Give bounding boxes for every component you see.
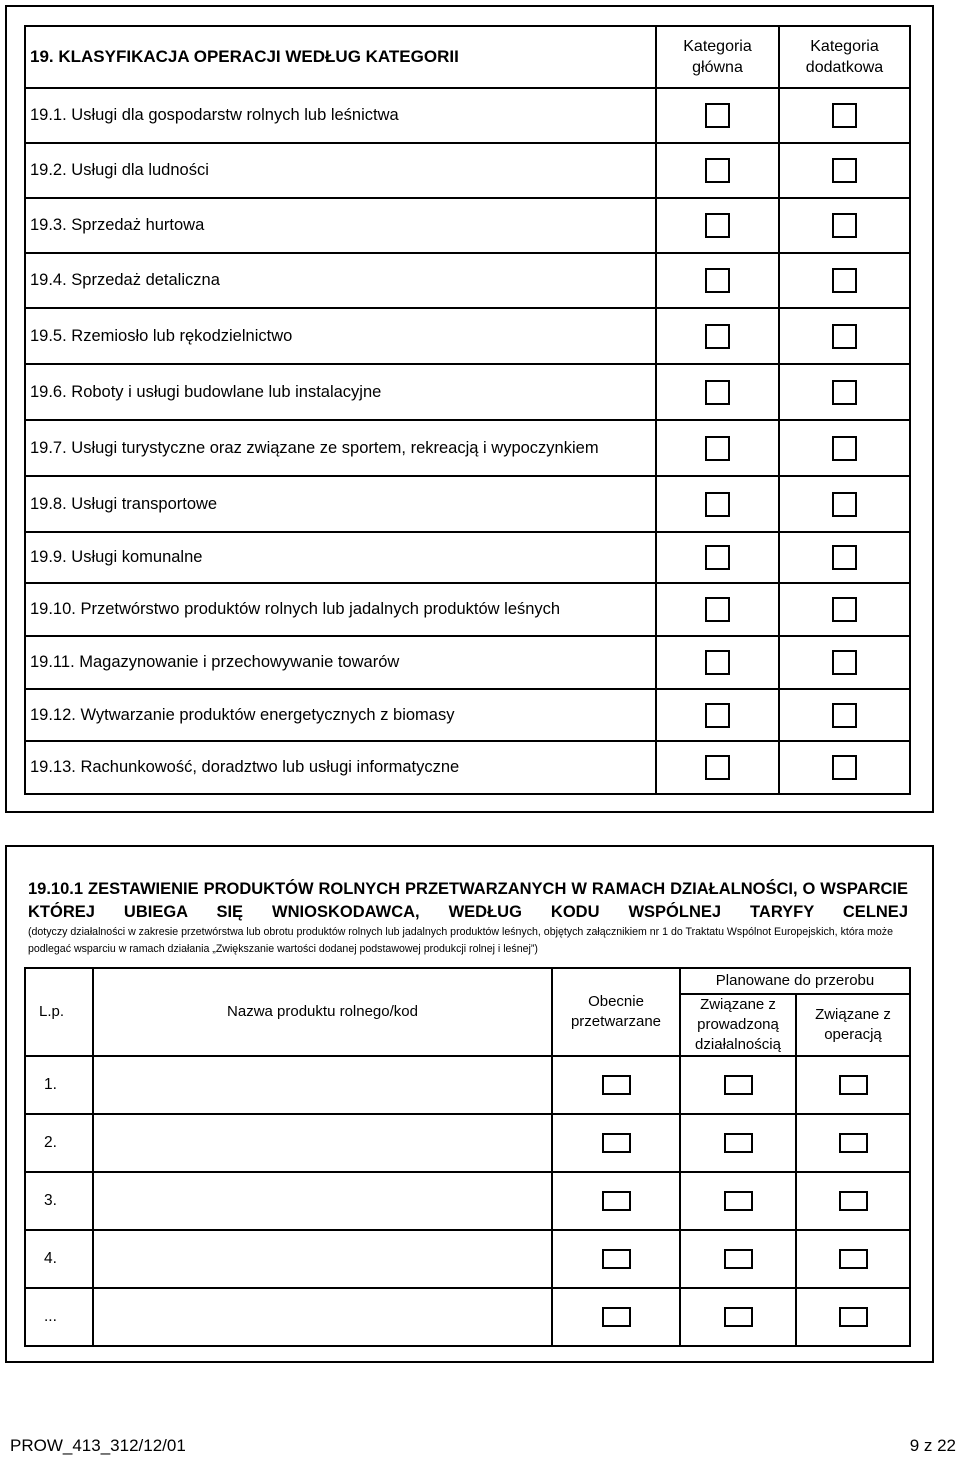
main-category-checkbox[interactable] — [705, 703, 730, 728]
main-category-checkbox-cell — [656, 689, 779, 741]
main-category-checkbox[interactable] — [705, 545, 730, 570]
product-name-cell[interactable] — [93, 1172, 552, 1230]
extra-category-checkbox[interactable] — [832, 324, 857, 349]
extra-category-checkbox[interactable] — [832, 380, 857, 405]
col-current-label: Obecnie przetwarzane — [570, 993, 662, 1030]
category-table — [24, 25, 911, 795]
category-row — [25, 689, 910, 741]
planned-business-checkbox-cell — [680, 1056, 796, 1114]
category-row — [25, 583, 910, 636]
main-category-checkbox-cell — [656, 420, 779, 476]
extra-category-checkbox-cell — [779, 532, 910, 583]
extra-category-checkbox-cell — [779, 308, 910, 364]
category-row — [25, 636, 910, 689]
extra-category-checkbox-cell — [779, 583, 910, 636]
planned-business-checkbox[interactable] — [724, 1191, 753, 1211]
planned-operation-checkbox-cell — [796, 1230, 910, 1288]
product-row — [25, 1288, 910, 1346]
planned-business-checkbox-cell — [680, 1114, 796, 1172]
col-planned: Planowane do przerobu — [680, 968, 910, 994]
current-checkbox[interactable] — [602, 1133, 631, 1153]
category-table-header — [25, 26, 910, 88]
main-category-checkbox[interactable] — [705, 158, 730, 183]
extra-category-checkbox-cell — [779, 420, 910, 476]
extra-category-checkbox-cell — [779, 143, 910, 198]
planned-business-checkbox-cell — [680, 1172, 796, 1230]
main-category-checkbox[interactable] — [705, 650, 730, 675]
main-category-checkbox[interactable] — [705, 380, 730, 405]
products-table — [24, 967, 911, 1347]
category-label: 19.9. Usługi komunalne — [25, 532, 656, 583]
product-row — [25, 1114, 910, 1172]
planned-business-checkbox-cell — [680, 1230, 796, 1288]
main-category-checkbox-cell — [656, 88, 779, 143]
extra-category-checkbox[interactable] — [832, 703, 857, 728]
category-label: 19.4. Sprzedaż detaliczna — [25, 253, 656, 308]
product-name-cell[interactable] — [93, 1288, 552, 1346]
extra-category-checkbox[interactable] — [832, 213, 857, 238]
main-category-checkbox-cell — [656, 636, 779, 689]
planned-business-checkbox[interactable] — [724, 1249, 753, 1269]
extra-category-checkbox[interactable] — [832, 650, 857, 675]
category-row — [25, 253, 910, 308]
page-number: 9 z 22 — [909, 1436, 956, 1455]
extra-category-checkbox-cell — [779, 689, 910, 741]
category-label: 19.10. Przetwórstwo produktów rolnych lub jadalnych produktów leśnych — [25, 583, 656, 636]
main-category-checkbox-cell — [656, 741, 779, 794]
main-category-checkbox[interactable] — [705, 492, 730, 517]
col-extra-category: Kategoria dodatkowa — [779, 26, 910, 88]
product-name-cell[interactable] — [93, 1056, 552, 1114]
category-row — [25, 143, 910, 198]
row-number: 1. — [25, 1056, 93, 1114]
main-category-checkbox-cell — [656, 532, 779, 583]
category-label: 19.7. Usługi turystyczne oraz związane ze sportem, rekreacją i wypoczynkiem — [25, 420, 656, 476]
planned-operation-checkbox[interactable] — [839, 1075, 868, 1095]
main-category-checkbox[interactable] — [705, 213, 730, 238]
main-category-checkbox-cell — [656, 476, 779, 532]
row-number: 3. — [25, 1172, 93, 1230]
category-label: 19.12. Wytwarzanie produktów energetycznych z biomasy — [25, 689, 656, 741]
current-checkbox-cell — [552, 1056, 680, 1114]
product-row — [25, 1230, 910, 1288]
extra-category-checkbox[interactable] — [832, 436, 857, 461]
current-checkbox-cell — [552, 1230, 680, 1288]
main-category-checkbox[interactable] — [705, 103, 730, 128]
planned-operation-checkbox-cell — [796, 1056, 910, 1114]
col-product-name: Nazwa produktu rolnego/kod — [93, 968, 552, 1056]
current-checkbox[interactable] — [602, 1307, 631, 1327]
main-category-checkbox[interactable] — [705, 324, 730, 349]
main-category-checkbox-cell — [656, 253, 779, 308]
extra-category-checkbox-cell — [779, 636, 910, 689]
category-row — [25, 476, 910, 532]
product-row — [25, 1172, 910, 1230]
planned-business-checkbox[interactable] — [724, 1307, 753, 1327]
planned-business-checkbox-cell — [680, 1288, 796, 1346]
category-row — [25, 532, 910, 583]
extra-category-checkbox-cell — [779, 741, 910, 794]
category-row — [25, 420, 910, 476]
main-category-checkbox-cell — [656, 308, 779, 364]
category-row — [25, 308, 910, 364]
current-checkbox-cell — [552, 1172, 680, 1230]
planned-operation-checkbox[interactable] — [839, 1191, 868, 1211]
row-number: 2. — [25, 1114, 93, 1172]
current-checkbox[interactable] — [602, 1249, 631, 1269]
products-section-title: 19.10.1 ZESTAWIENIE PRODUKTÓW ROLNYCH PRZETWARZANYCH W RAMACH DZIAŁALNOŚCI, O WSPARCIE KTÓREJ UBIEGA SIĘ WNIOSKODAWCA, WEDŁUG KODU WSPÓLNEJ TARYFY CELNEJ — [28, 880, 908, 921]
current-checkbox[interactable] — [602, 1075, 631, 1095]
planned-operation-checkbox-cell — [796, 1114, 910, 1172]
col-planned-operation-label: Związane z operacją — [815, 1006, 891, 1043]
extra-category-checkbox[interactable] — [832, 755, 857, 780]
row-number: ... — [25, 1288, 93, 1346]
extra-category-checkbox-cell — [779, 364, 910, 420]
extra-category-checkbox[interactable] — [832, 268, 857, 293]
main-category-checkbox-cell — [656, 198, 779, 253]
extra-category-checkbox[interactable] — [832, 492, 857, 517]
product-name-cell[interactable] — [93, 1114, 552, 1172]
main-category-checkbox-cell — [656, 364, 779, 420]
planned-operation-checkbox[interactable] — [839, 1307, 868, 1327]
category-label: 19.3. Sprzedaż hurtowa — [25, 198, 656, 253]
section-title: 19. KLASYFIKACJA OPERACJI WEDŁUG KATEGORII — [25, 26, 656, 88]
extra-category-checkbox[interactable] — [832, 158, 857, 183]
products-section-note: (dotyczy działalności w zakresie przetwórstwa lub obrotu produktów rolnych lub jadalnych produktów leśnych, objętych załącznikiem nr 1 do Traktatu Wspólnot Europejskich, która może podlegać wsparciu w ramach działania „Zwiększanie wartości dodanej podstawowej produkcji rolnej i leśnej”) — [28, 926, 893, 955]
planned-operation-checkbox-cell — [796, 1172, 910, 1230]
planned-operation-checkbox-cell — [796, 1288, 910, 1346]
row-number: 4. — [25, 1230, 93, 1288]
category-label: 19.2. Usługi dla ludności — [25, 143, 656, 198]
col-planned-business-label: Związane z prowadzoną działalnością — [695, 996, 781, 1053]
extra-category-checkbox-cell — [779, 253, 910, 308]
extra-category-checkbox-cell — [779, 476, 910, 532]
category-label: 19.11. Magazynowanie i przechowywanie towarów — [25, 636, 656, 689]
col-planned-business — [680, 994, 796, 1056]
main-category-checkbox-cell — [656, 143, 779, 198]
col-planned-operation — [796, 994, 910, 1056]
category-label: 19.8. Usługi transportowe — [25, 476, 656, 532]
category-label: 19.6. Roboty i usługi budowlane lub instalacyjne — [25, 364, 656, 420]
planned-business-checkbox[interactable] — [724, 1133, 753, 1153]
current-checkbox-cell — [552, 1288, 680, 1346]
main-category-checkbox[interactable] — [705, 755, 730, 780]
current-checkbox[interactable] — [602, 1191, 631, 1211]
planned-operation-checkbox[interactable] — [839, 1133, 868, 1153]
planned-business-checkbox[interactable] — [724, 1075, 753, 1095]
main-category-checkbox[interactable] — [705, 268, 730, 293]
extra-category-checkbox[interactable] — [832, 597, 857, 622]
col-current — [552, 968, 680, 1056]
category-row — [25, 364, 910, 420]
col-lp: L.p. — [25, 968, 93, 1056]
col-main-category: Kategoria główna — [656, 26, 779, 88]
category-label: 19.13. Rachunkowość, doradztwo lub usługi informatyczne — [25, 741, 656, 794]
main-category-checkbox[interactable] — [705, 436, 730, 461]
current-checkbox-cell — [552, 1114, 680, 1172]
category-row — [25, 88, 910, 143]
extra-category-checkbox[interactable] — [832, 545, 857, 570]
planned-operation-checkbox[interactable] — [839, 1249, 868, 1269]
main-category-checkbox-cell — [656, 583, 779, 636]
category-label: 19.1. Usługi dla gospodarstw rolnych lub leśnictwa — [25, 88, 656, 143]
product-row — [25, 1056, 910, 1114]
category-label: 19.5. Rzemiosło lub rękodzielnictwo — [25, 308, 656, 364]
extra-category-checkbox-cell — [779, 88, 910, 143]
category-row — [25, 198, 910, 253]
main-category-checkbox[interactable] — [705, 597, 730, 622]
product-name-cell[interactable] — [93, 1230, 552, 1288]
extra-category-checkbox[interactable] — [832, 103, 857, 128]
extra-category-checkbox-cell — [779, 198, 910, 253]
form-code: PROW_413_312/12/01 — [10, 1436, 186, 1455]
category-row — [25, 741, 910, 794]
